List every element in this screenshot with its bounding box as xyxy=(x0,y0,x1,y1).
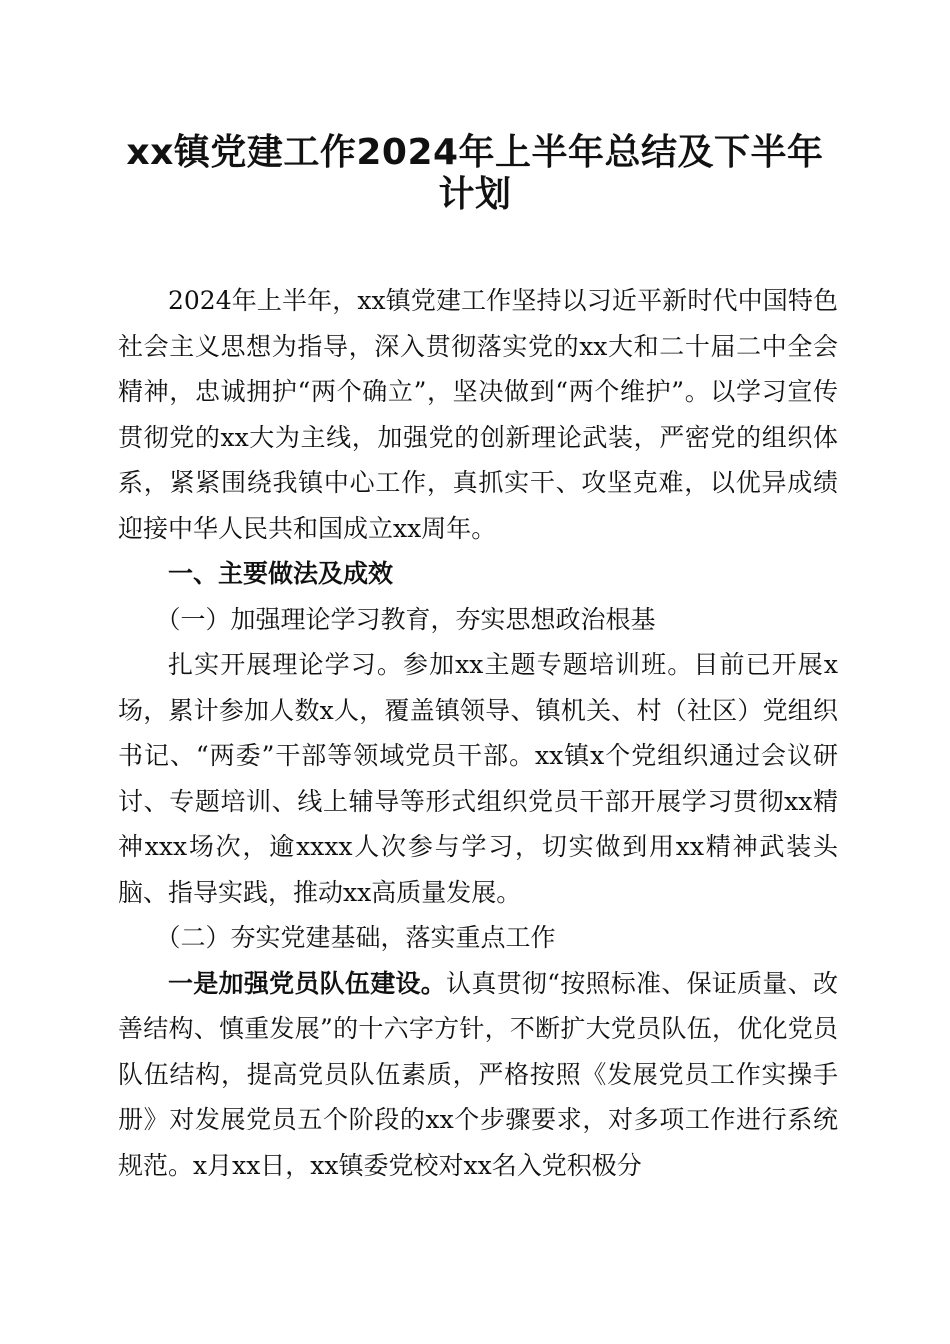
subsection-heading-party-foundation: （二）夯实党建基础，落实重点工作 xyxy=(155,923,556,952)
intro-paragraph: 2024年上半年，xx镇党建工作坚持以习近平新时代中国特色社会主义思想为指导，深入贯彻落实党的xx大和二十届二中全会精神，忠诚拥护“两个确立”，坚决做到“两个维护”。以学习宣传贯彻党的xx大为主线，加强党的创新理论武装，严密党的组织体系，紧紧围绕我镇中心工作，真抓实干、攻坚克难，以优异成绩迎接中华人民共和国成立xx周年。 xyxy=(118,286,838,543)
document-title: xx镇党建工作2024年上半年总结及下半年计划 xyxy=(126,132,824,215)
theory-study-paragraph: 扎实开展理论学习。参加xx主题专题培训班。目前已开展x场，累计参加人数x人，覆盖镇领导、镇机关、村（社区）党组织书记、“两委”干部等领域党员干部。xx镇x个党组织通过会议研讨、专题培训、线上辅导等形式组织党员干部开展学习贯彻xx精神xxx场次，逾xxxx人次参与学习，切实做到用xx精神武装头脑、指导实践，推动xx高质量发展。 xyxy=(118,650,838,907)
section-heading-main-practices: 一、主要做法及成效 xyxy=(168,559,394,588)
paragraph-lead-phrase: 一是加强党员队伍建设。 xyxy=(168,968,447,998)
document-body xyxy=(118,278,838,1188)
subsection-heading-theory-study: （一）加强理论学习教育，夯实思想政治根基 xyxy=(155,604,656,634)
paragraph-body-text: 认真贯彻“按照标准、保证质量、改善结构、慎重发展”的十六字方针，不断扩大党员队伍，优化党员队伍结构，提高党员队伍素质，严格按照《发展党员工作实操手册》对发展党员五个阶段的xx个步骤要求，对多项工作进行系统规范。x月xx日，xx镇委党校对xx名入党积极分 xyxy=(118,968,838,1180)
party-member-team-paragraph xyxy=(118,961,838,1189)
